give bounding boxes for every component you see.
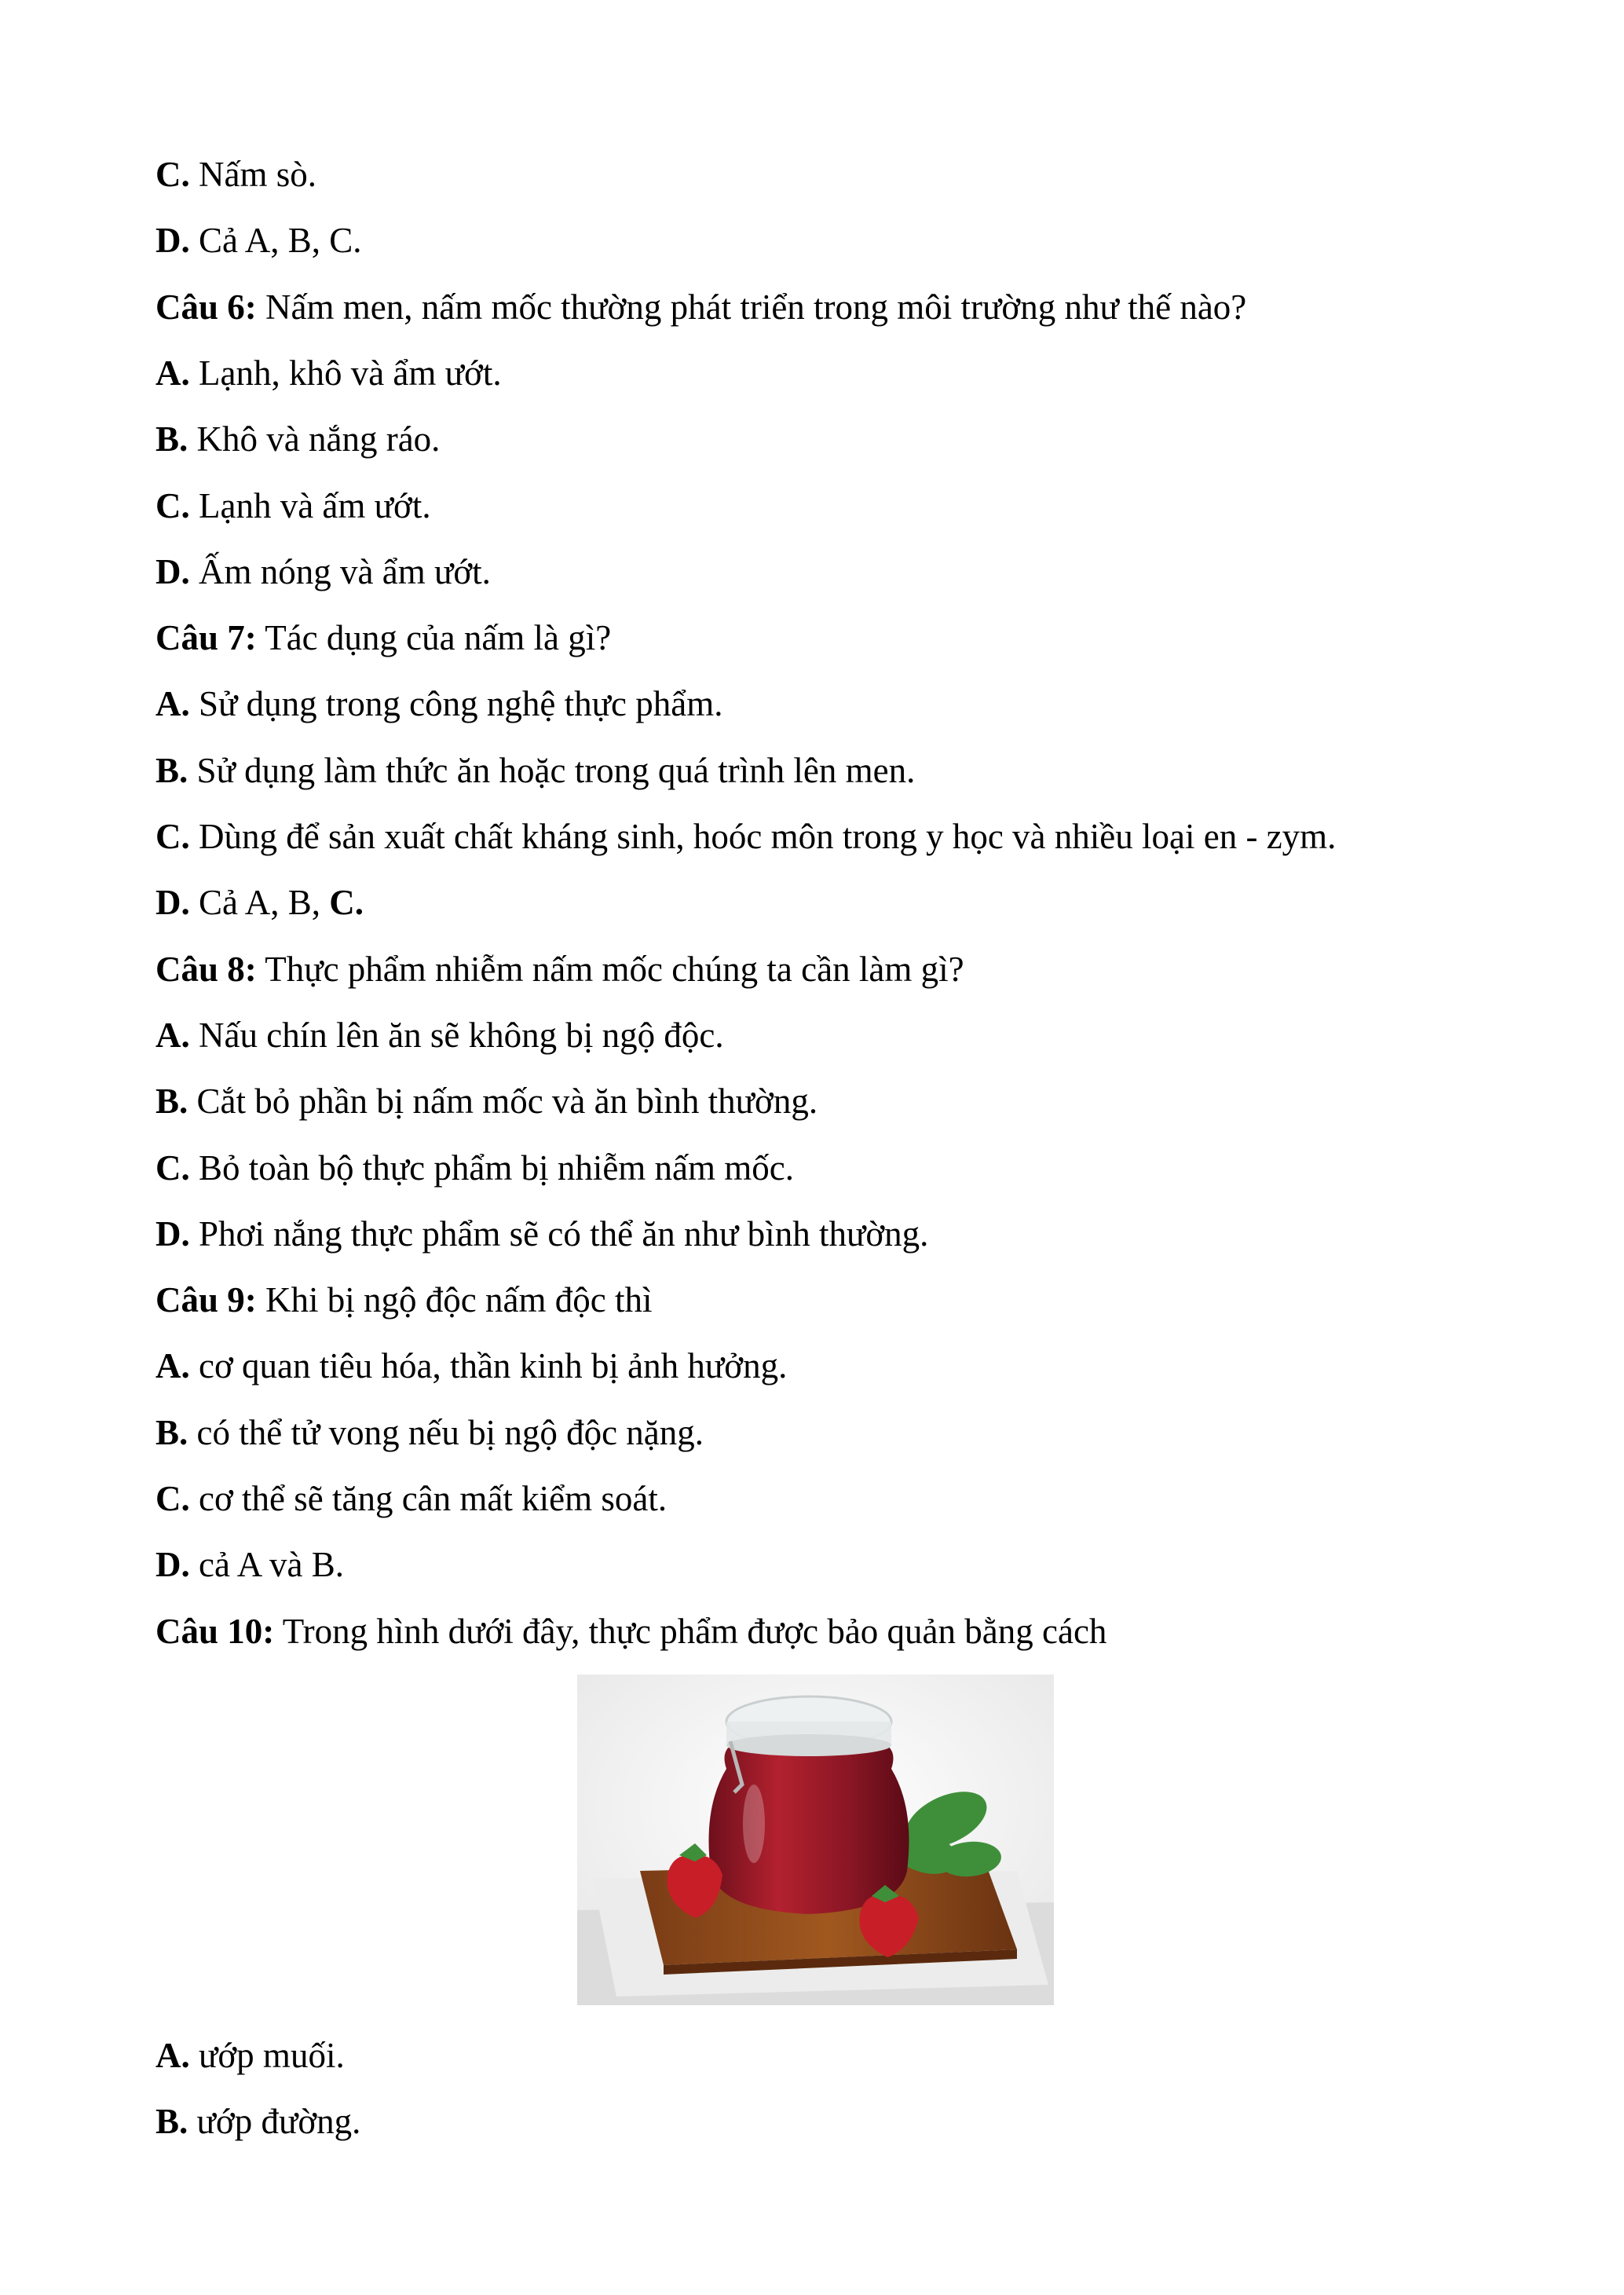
text-line <box>155 485 431 525</box>
line-label: D. <box>155 221 190 261</box>
line-label: A. <box>155 1015 190 1055</box>
text-line <box>155 1213 929 1254</box>
line-text: Lạnh và ấm ướt. <box>189 485 431 525</box>
line-text: Sử dụng trong công nghệ thực phẩm. <box>189 684 723 724</box>
line-label: C. <box>155 1148 190 1188</box>
line-label: Câu 8: <box>155 949 257 989</box>
line-text: Khi bị ngộ độc nấm độc thì <box>256 1280 653 1320</box>
line-tail: C. <box>329 883 364 923</box>
text-line <box>155 1148 795 1188</box>
line-text: Khô và nắng ráo. <box>188 419 441 459</box>
line-text: Tác dụng của nấm là gì? <box>256 618 612 658</box>
line-label: A. <box>155 2036 190 2075</box>
text-line <box>155 551 491 591</box>
text-line <box>155 353 502 393</box>
line-label: Câu 9: <box>155 1280 257 1320</box>
text-line <box>155 1547 344 1583</box>
line-text: Nấm sò. <box>189 155 316 194</box>
line-text: cả A và B. <box>189 1545 344 1585</box>
line-label: D. <box>155 1545 190 1585</box>
line-text: Phơi nắng thực phẩm sẽ có thể ăn như bình thường. <box>189 1213 929 1254</box>
line-text: có thể tử vong nếu bị ngộ độc nặng. <box>188 1412 704 1452</box>
line-text: Lạnh, khô và ẩm ướt. <box>189 353 502 393</box>
text-line <box>155 157 316 192</box>
line-text: cơ quan tiêu hóa, thần kinh bị ảnh hưởng. <box>189 1346 788 1386</box>
line-text: Cả A, B, <box>189 883 330 923</box>
text-line <box>155 2104 360 2139</box>
text-line <box>155 1082 818 1122</box>
line-label: C. <box>155 485 190 525</box>
line-label: D. <box>155 883 190 923</box>
line-label: B. <box>155 1412 188 1452</box>
text-line <box>155 686 722 722</box>
text-line <box>155 949 964 989</box>
line-label: D. <box>155 1213 190 1254</box>
line-text: Dùng để sản xuất chất kháng sinh, hoóc môn trong y học và nhiều loại en - zym. <box>189 817 1337 856</box>
line-label: A. <box>155 684 190 724</box>
text-line <box>155 419 441 459</box>
line-label: C. <box>155 817 190 856</box>
text-line <box>155 620 611 656</box>
text-line <box>155 2038 345 2074</box>
line-label: C. <box>155 1479 190 1518</box>
text-line <box>155 221 362 261</box>
line-text: Thực phẩm nhiễm nấm mốc chúng ta cần làm gì? <box>256 949 964 989</box>
line-text: Cắt bỏ phần bị nấm mốc và ăn bình thường. <box>188 1082 818 1122</box>
line-label: B. <box>155 2102 188 2141</box>
line-text: Bỏ toàn bộ thực phẩm bị nhiễm nấm mốc. <box>189 1148 795 1188</box>
line-text: Ấm nóng và ẩm ướt. <box>189 551 491 591</box>
line-label: A. <box>155 1346 190 1386</box>
line-label: Câu 7: <box>155 618 257 658</box>
line-text: Nấu chín lên ăn sẽ không bị ngộ độc. <box>189 1015 724 1055</box>
line-text: Nấm men, nấm mốc thường phát triển trong môi trường như thế nào? <box>256 287 1247 327</box>
line-label: B. <box>155 419 188 459</box>
text-line <box>155 1481 667 1517</box>
text-line <box>155 1412 704 1452</box>
line-text: Cả A, B, C. <box>189 221 362 261</box>
line-text: cơ thể sẽ tăng cân mất kiểm soát. <box>189 1479 668 1518</box>
line-label: Câu 6: <box>155 287 257 327</box>
text-line <box>155 1015 724 1055</box>
line-label: D. <box>155 551 190 591</box>
line-label: Câu 10: <box>155 1611 275 1651</box>
line-label: B. <box>155 1082 188 1122</box>
strawberry-jam-jar-photo <box>577 1675 1054 2005</box>
line-text: ướp muối. <box>189 2036 345 2075</box>
line-text: ướp đường. <box>188 2102 361 2141</box>
text-line <box>155 885 364 921</box>
text-line <box>155 287 1247 327</box>
text-line <box>155 1346 788 1386</box>
text-line <box>155 750 916 790</box>
line-text: Sử dụng làm thức ăn hoặc trong quá trình lên men. <box>188 750 916 790</box>
text-line <box>155 1280 653 1320</box>
text-line <box>155 819 1336 855</box>
text-line <box>155 1611 1107 1651</box>
line-label: B. <box>155 750 188 790</box>
line-label: A. <box>155 353 190 393</box>
line-text: Trong hình dưới đây, thực phẩm được bảo quản bằng cách <box>274 1611 1107 1651</box>
line-label: C. <box>155 155 190 194</box>
